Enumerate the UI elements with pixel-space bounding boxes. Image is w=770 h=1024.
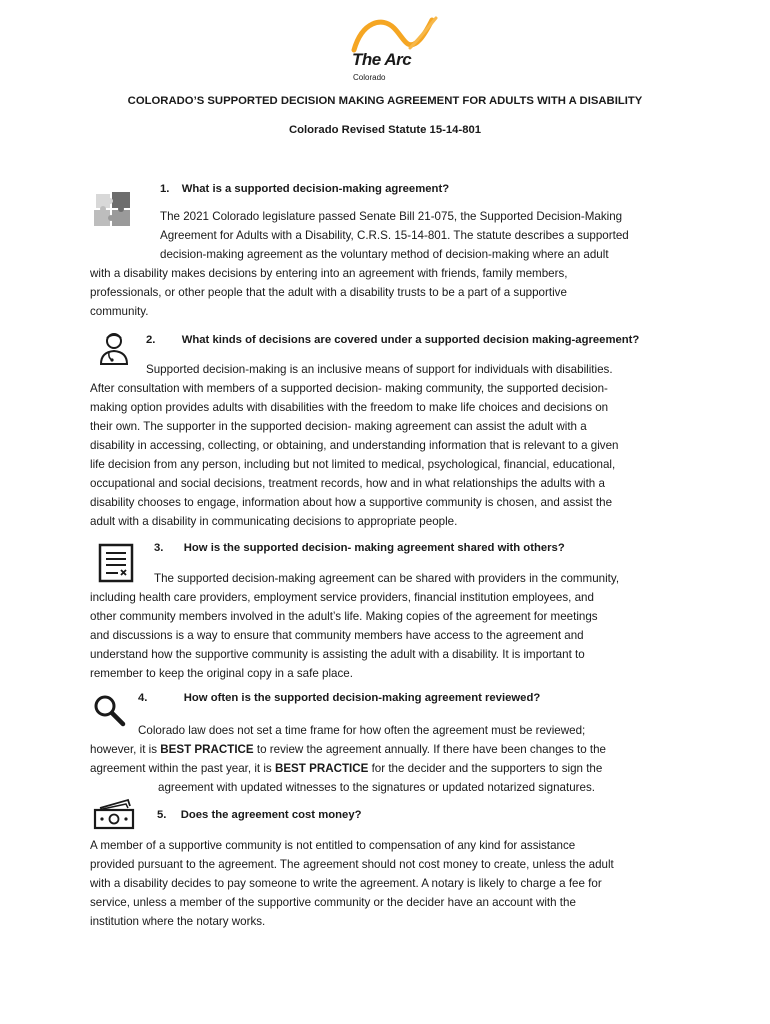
body-line: Colorado law does not set a time frame for how often the agreement must be reviewed; — [138, 724, 586, 737]
magnifier-icon — [92, 693, 126, 727]
body-line: and discussions is a way to ensure that community members have access to the agreement and — [90, 629, 584, 642]
section-5-heading — [157, 809, 362, 821]
body-line: The 2021 Colorado legislature passed Senate Bill 21-075, the Supported Decision-Making — [160, 210, 623, 223]
section-1-title: What is a supported decision-making agreement? — [181, 183, 450, 195]
document-title: COLORADO’S SUPPORTED DECISION MAKING AGREEMENT FOR ADULTS WITH A DISABILITY — [127, 95, 643, 107]
section-2-number: 2. — [146, 334, 156, 346]
section-4-heading — [138, 692, 540, 704]
body-text: however, it is — [90, 743, 161, 756]
best-practice-emphasis: BEST PRACTICE — [274, 762, 369, 775]
body-line — [90, 760, 602, 779]
body-line: their own. The supporter in the supported decision- making agreement can assist the adult with a — [90, 420, 587, 433]
logo-name: The Arc — [352, 50, 412, 69]
body-line: including health care providers, employment service providers, financial institution employees, and — [90, 591, 594, 604]
body-line: disability chooses to engage, information about how a supportive community is chosen, and assist the — [90, 496, 613, 509]
body-line: with a disability makes decisions by entering into an agreement with friends, family members, — [90, 267, 568, 280]
body-line: community. — [90, 305, 149, 318]
body-line: disability in accessing, collecting, or obtaining, and understanding information that is relevant to a given — [90, 439, 619, 452]
section-3-number: 3. — [154, 542, 164, 554]
body-line: remember to keep the original copy in a safe place. — [90, 667, 353, 680]
arc-logo — [348, 14, 444, 80]
body-line: adult with a disability in communicating decisions to appropriate people. — [90, 515, 458, 528]
document-subtitle: Colorado Revised Statute 15-14-801 — [288, 124, 482, 136]
body-line: service, unless a member of the supportive community or the decider have an account with the — [90, 896, 576, 909]
body-line: life decision from any person, including but not limited to medical, psychological, financial, educational, — [90, 458, 616, 471]
puzzle-icon — [92, 190, 134, 232]
section-4-number: 4. — [138, 692, 148, 704]
document-icon — [98, 543, 134, 583]
body-line: Agreement for Adults with a Disability, C.R.S. 15-14-801. The statute describes a supported — [160, 229, 629, 242]
body-line: making option provides adults with disabilities with the freedom to make life choices and decisions on — [90, 401, 609, 414]
body-line: other community members involved in the adult’s life. Making copies of the agreement for meetings — [90, 610, 598, 623]
body-line: occupational and social decisions, treatment records, how and in what relationships the adults with a — [90, 477, 605, 490]
body-line: understand how the supportive community is assisting the adult with a disability. It is important to — [90, 648, 585, 661]
body-line: provided pursuant to the agreement. The agreement should not cost money to create, unless the adult — [90, 858, 614, 871]
body-line: professionals, or other people that the adult with a disability trusts to be a part of a supportive — [90, 286, 567, 299]
body-line: decision-making agreement as the voluntary method of decision-making where an adult — [160, 248, 609, 261]
body-line: with a disability decides to pay someone to write the agreement. A notary is likely to charge a fee for — [90, 877, 602, 890]
doctor-icon — [98, 330, 130, 366]
body-text: for the decider and the supporters to sign the — [368, 762, 603, 775]
body-line — [90, 741, 606, 760]
body-line: agreement with updated witnesses to the signatures or updated notarized signatures. — [158, 781, 595, 794]
logo-subtitle: Colorado — [353, 73, 386, 82]
body-text: to review the agreement annually. If there have been changes to the — [253, 743, 606, 756]
section-1-heading — [160, 183, 449, 195]
section-2-heading — [146, 334, 639, 346]
body-line: A member of a supportive community is not entitled to compensation of any kind for assistance — [90, 839, 576, 852]
best-practice-emphasis: BEST PRACTICE — [160, 743, 254, 756]
body-line: The supported decision-making agreement can be shared with providers in the community, — [154, 572, 620, 585]
section-2-title: What kinds of decisions are covered under a supported decision making-agreement? — [181, 334, 640, 346]
section-3-heading — [154, 542, 565, 554]
body-line: After consultation with members of a supported decision- making community, the supported decision- — [90, 382, 608, 395]
section-1-number: 1. — [160, 183, 170, 195]
section-3-title: How is the supported decision- making agreement shared with others? — [183, 542, 565, 554]
body-line: Supported decision-making is an inclusive means of support for individuals with disabilities. — [146, 363, 613, 376]
section-4-title: How often is the supported decision-making agreement reviewed? — [183, 692, 541, 704]
arc-swoosh-icon — [348, 14, 444, 54]
section-5-number: 5. — [157, 809, 167, 821]
section-5-title: Does the agreement cost money? — [180, 809, 362, 821]
money-icon — [92, 798, 136, 830]
body-line: institution where the notary works. — [90, 915, 266, 928]
body-text: agreement within the past year, it is — [90, 762, 275, 775]
